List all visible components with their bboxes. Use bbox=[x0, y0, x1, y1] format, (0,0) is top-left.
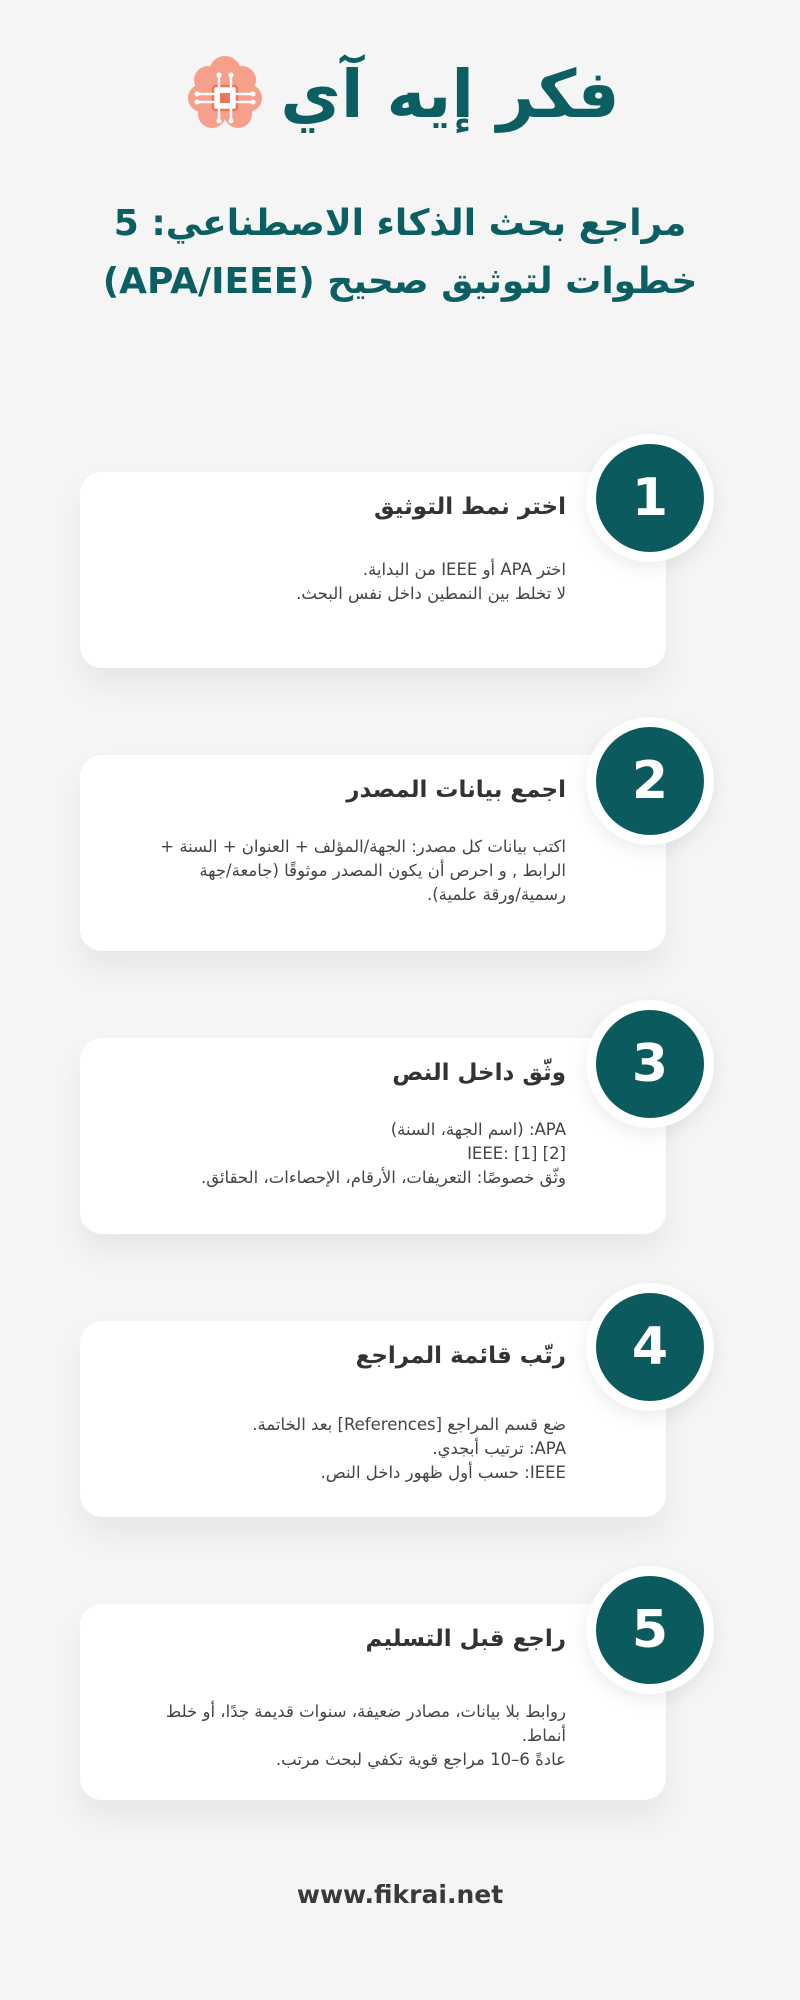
step-text-line: أنماط. bbox=[521, 1726, 566, 1745]
title-line-2: خطوات لتوثيق صحيح (APA/IEEE) bbox=[102, 261, 698, 302]
step-number-badge bbox=[586, 717, 714, 845]
step-title: وثّق داخل النص bbox=[392, 1060, 566, 1086]
step-text-line: APA: (اسم الجهة، السنة) bbox=[390, 1120, 566, 1139]
step-title: رتّب قائمة المراجع bbox=[355, 1343, 566, 1369]
step-card-4 bbox=[0, 1283, 800, 1513]
brain-circuit-icon bbox=[180, 50, 270, 140]
brand-logo bbox=[0, 40, 800, 150]
step-text-line: اختر APA أو IEEE من البداية. bbox=[362, 560, 566, 579]
step-text-line: عادةً 6–10 مراجع قوية تكفي لبحث مرتب. bbox=[275, 1750, 566, 1769]
step-description bbox=[126, 558, 566, 606]
step-description bbox=[126, 1118, 566, 1190]
step-number: 3 bbox=[596, 1010, 704, 1118]
step-number: 1 bbox=[596, 444, 704, 552]
step-description bbox=[126, 835, 566, 907]
step-text-line: رسمية/ورقة علمية). bbox=[427, 885, 566, 904]
step-text-line: الرابط , و احرص أن يكون المصدر موثوقًا (جامعة/جهة bbox=[199, 861, 566, 880]
step-card-1 bbox=[0, 434, 800, 664]
step-text-line: APA: ترتيب أبجدي. bbox=[432, 1439, 566, 1458]
step-number-badge bbox=[586, 1000, 714, 1128]
step-text-line: وثّق خصوصًا: التعريفات، الأرقام، الإحصاءات، الحقائق. bbox=[200, 1168, 566, 1187]
step-description bbox=[126, 1413, 566, 1485]
step-text-line: اكتب بيانات كل مصدر: الجهة/المؤلف + العنوان + السنة + bbox=[160, 837, 566, 856]
step-text-line: IEEE: حسب أول ظهور داخل النص. bbox=[320, 1463, 566, 1482]
step-card-2 bbox=[0, 717, 800, 947]
step-title: اجمع بيانات المصدر bbox=[346, 777, 566, 803]
title-line-1: مراجع بحث الذكاء الاصطناعي: 5 bbox=[113, 203, 687, 244]
page-title bbox=[80, 195, 720, 311]
step-text-line: ضع قسم المراجع [References] بعد الخاتمة. bbox=[252, 1415, 566, 1434]
brand-name: فكر إيه آي bbox=[280, 56, 620, 133]
step-number: 4 bbox=[596, 1293, 704, 1401]
step-number: 2 bbox=[596, 727, 704, 835]
step-text-line: لا تخلط بين النمطين داخل نفس البحث. bbox=[296, 584, 566, 603]
step-text-line: روابط بلا بيانات، مصادر ضعيفة، سنوات قديمة جدًا، أو خلط bbox=[165, 1702, 566, 1721]
step-title: راجع قبل التسليم bbox=[365, 1626, 566, 1652]
step-number-badge bbox=[586, 1283, 714, 1411]
step-card-5 bbox=[0, 1566, 800, 1796]
step-number-badge bbox=[586, 434, 714, 562]
website-url[interactable]: www.fikrai.net bbox=[296, 1880, 504, 1909]
step-number: 5 bbox=[596, 1576, 704, 1684]
step-title: اختر نمط التوثيق bbox=[374, 494, 566, 520]
step-text-line: IEEE: [1] [2] bbox=[467, 1144, 566, 1163]
step-description bbox=[126, 1700, 566, 1772]
step-number-badge bbox=[586, 1566, 714, 1694]
step-card-3 bbox=[0, 1000, 800, 1230]
